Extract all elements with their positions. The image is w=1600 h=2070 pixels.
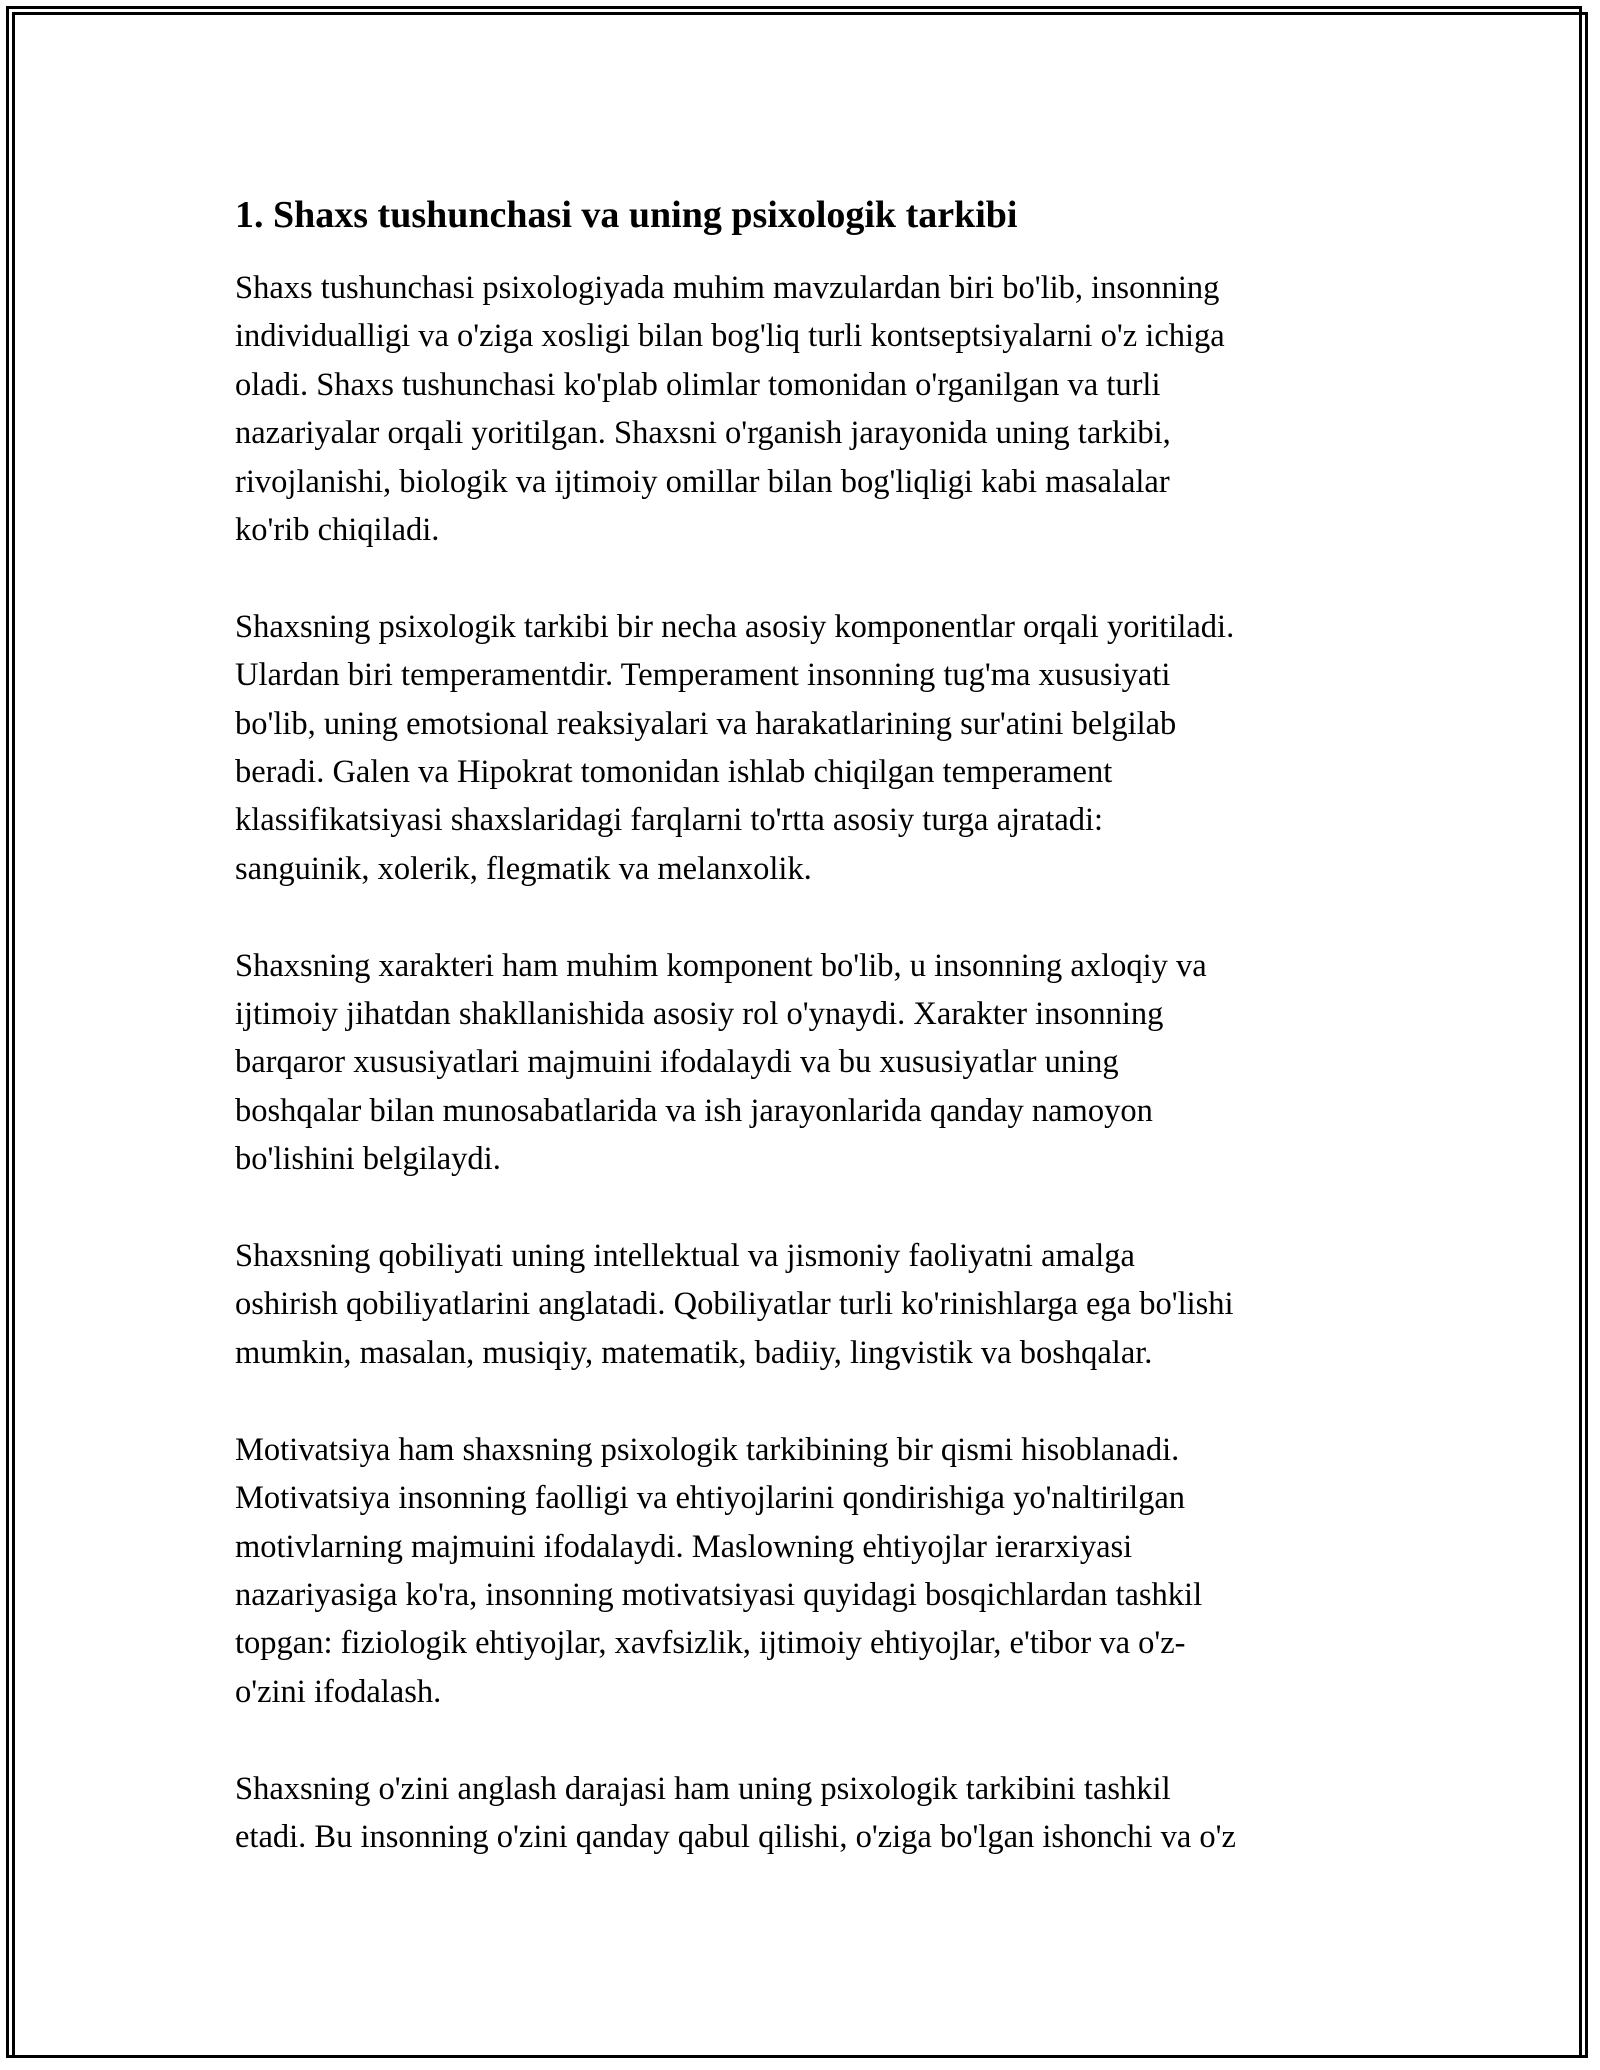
text-line: ijtimoiy jihatdan shakllanishida asosiy rol o'ynaydi. Xarakter insonning: [235, 996, 1164, 1033]
text-line: rivojlanishi, biologik va ijtimoiy omillar bilan bog'liqligi kabi masalalar: [235, 463, 1170, 500]
text-line: Shaxsning qobiliyati uning intellektual va jismoniy faoliyatni amalga: [235, 1238, 1135, 1275]
text-line: o'zini ifodalash.: [235, 1673, 442, 1710]
text-line: beradi. Galen va Hipokrat tomonidan ishlab chiqilgan temperament: [235, 754, 1113, 791]
text-line: Motivatsiya insonning faolligi va ehtiyojlarini qondirishiga yo'naltirilgan: [235, 1480, 1186, 1517]
paragraph-xarakter: [235, 942, 1385, 1184]
text-line: Shaxsning psixologik tarkibi bir necha asosiy komponentlar orqali yoritiladi.: [235, 608, 1235, 645]
text-line: Shaxsning xarakteri ham muhim komponent bo'lib, u insonning axloqiy va: [235, 947, 1207, 984]
text-line: motivlarning majmuini ifodalaydi. Maslowning ehtiyojlar ierarxiyasi: [235, 1528, 1133, 1565]
text-line: ko'rib chiqiladi.: [235, 512, 440, 549]
paragraph-temperament: [235, 603, 1385, 893]
text-line: sanguinik, xolerik, flegmatik va melanxolik.: [235, 850, 812, 887]
text-line: boshqalar bilan munosabatlarida va ish jarayonlarida qanday namoyon: [235, 1092, 1153, 1129]
text-line: etadi. Bu insonning o'zini qanday qabul qilishi, o'ziga bo'lgan ishonchi va o'z: [235, 1818, 1236, 1855]
text-line: klassifikatsiyasi shaxslaridagi farqlarni to'rtta asosiy turga ajratadi:: [235, 802, 1104, 839]
section-heading: 1. Shaxs tushunchasi va uning psixologik tarkibi: [235, 194, 1018, 236]
text-line: bo'lib, uning emotsional reaksiyalari va harakatlarining sur'atini belgilab: [235, 705, 1177, 742]
paragraph-qobiliyat: [235, 1232, 1385, 1377]
text-line: oshirish qobiliyatlarini anglatadi. Qobiliyatlar turli ko'rinishlarga ega bo'lishi: [235, 1286, 1234, 1323]
text-line: mumkin, masalan, musiqiy, matematik, badiiy, lingvistik va boshqalar.: [235, 1334, 1153, 1371]
text-line: oladi. Shaxs tushunchasi ko'plab olimlar tomonidan o'rganilgan va turli: [235, 366, 1161, 403]
text-line: bo'lishini belgilaydi.: [235, 1141, 501, 1178]
text-line: nazariyasiga ko'ra, insonning motivatsiyasi quyidagi bosqichlardan tashkil: [235, 1576, 1203, 1613]
paragraph-ozini-anglash: [235, 1765, 1385, 1862]
text-line: Motivatsiya ham shaxsning psixologik tarkibining bir qismi hisoblanadi.: [235, 1431, 1180, 1468]
text-line: Shaxs tushunchasi psixologiyada muhim mavzulardan biri bo'lib, insonning: [235, 270, 1220, 306]
text-line: individualligi va o'ziga xosligi bilan bog'liq turli kontseptsiyalarni o'z ichiga: [235, 318, 1225, 355]
document-body: [235, 187, 1385, 1910]
text-line: nazariyalar orqali yoritilgan. Shaxsni o'rganish jarayonida uning tarkibi,: [235, 415, 1171, 452]
text-line: Shaxsning o'zini anglash darajasi ham uning psixologik tarkibini tashkil: [235, 1770, 1171, 1807]
text-line: topgan: fiziologik ehtiyojlar, xavfsizlik, ijtimoiy ehtiyojlar, e'tibor va o'z-: [235, 1625, 1186, 1662]
text-line: barqaror xususiyatlari majmuini ifodalaydi va bu xususiyatlar uning: [235, 1044, 1119, 1081]
paragraph-motivatsiya: [235, 1426, 1385, 1716]
text-line: Ulardan biri temperamentdir. Temperament insonning tug'ma xususiyati: [235, 657, 1171, 694]
paragraph-shaxs-tushunchasi: [235, 264, 1385, 554]
